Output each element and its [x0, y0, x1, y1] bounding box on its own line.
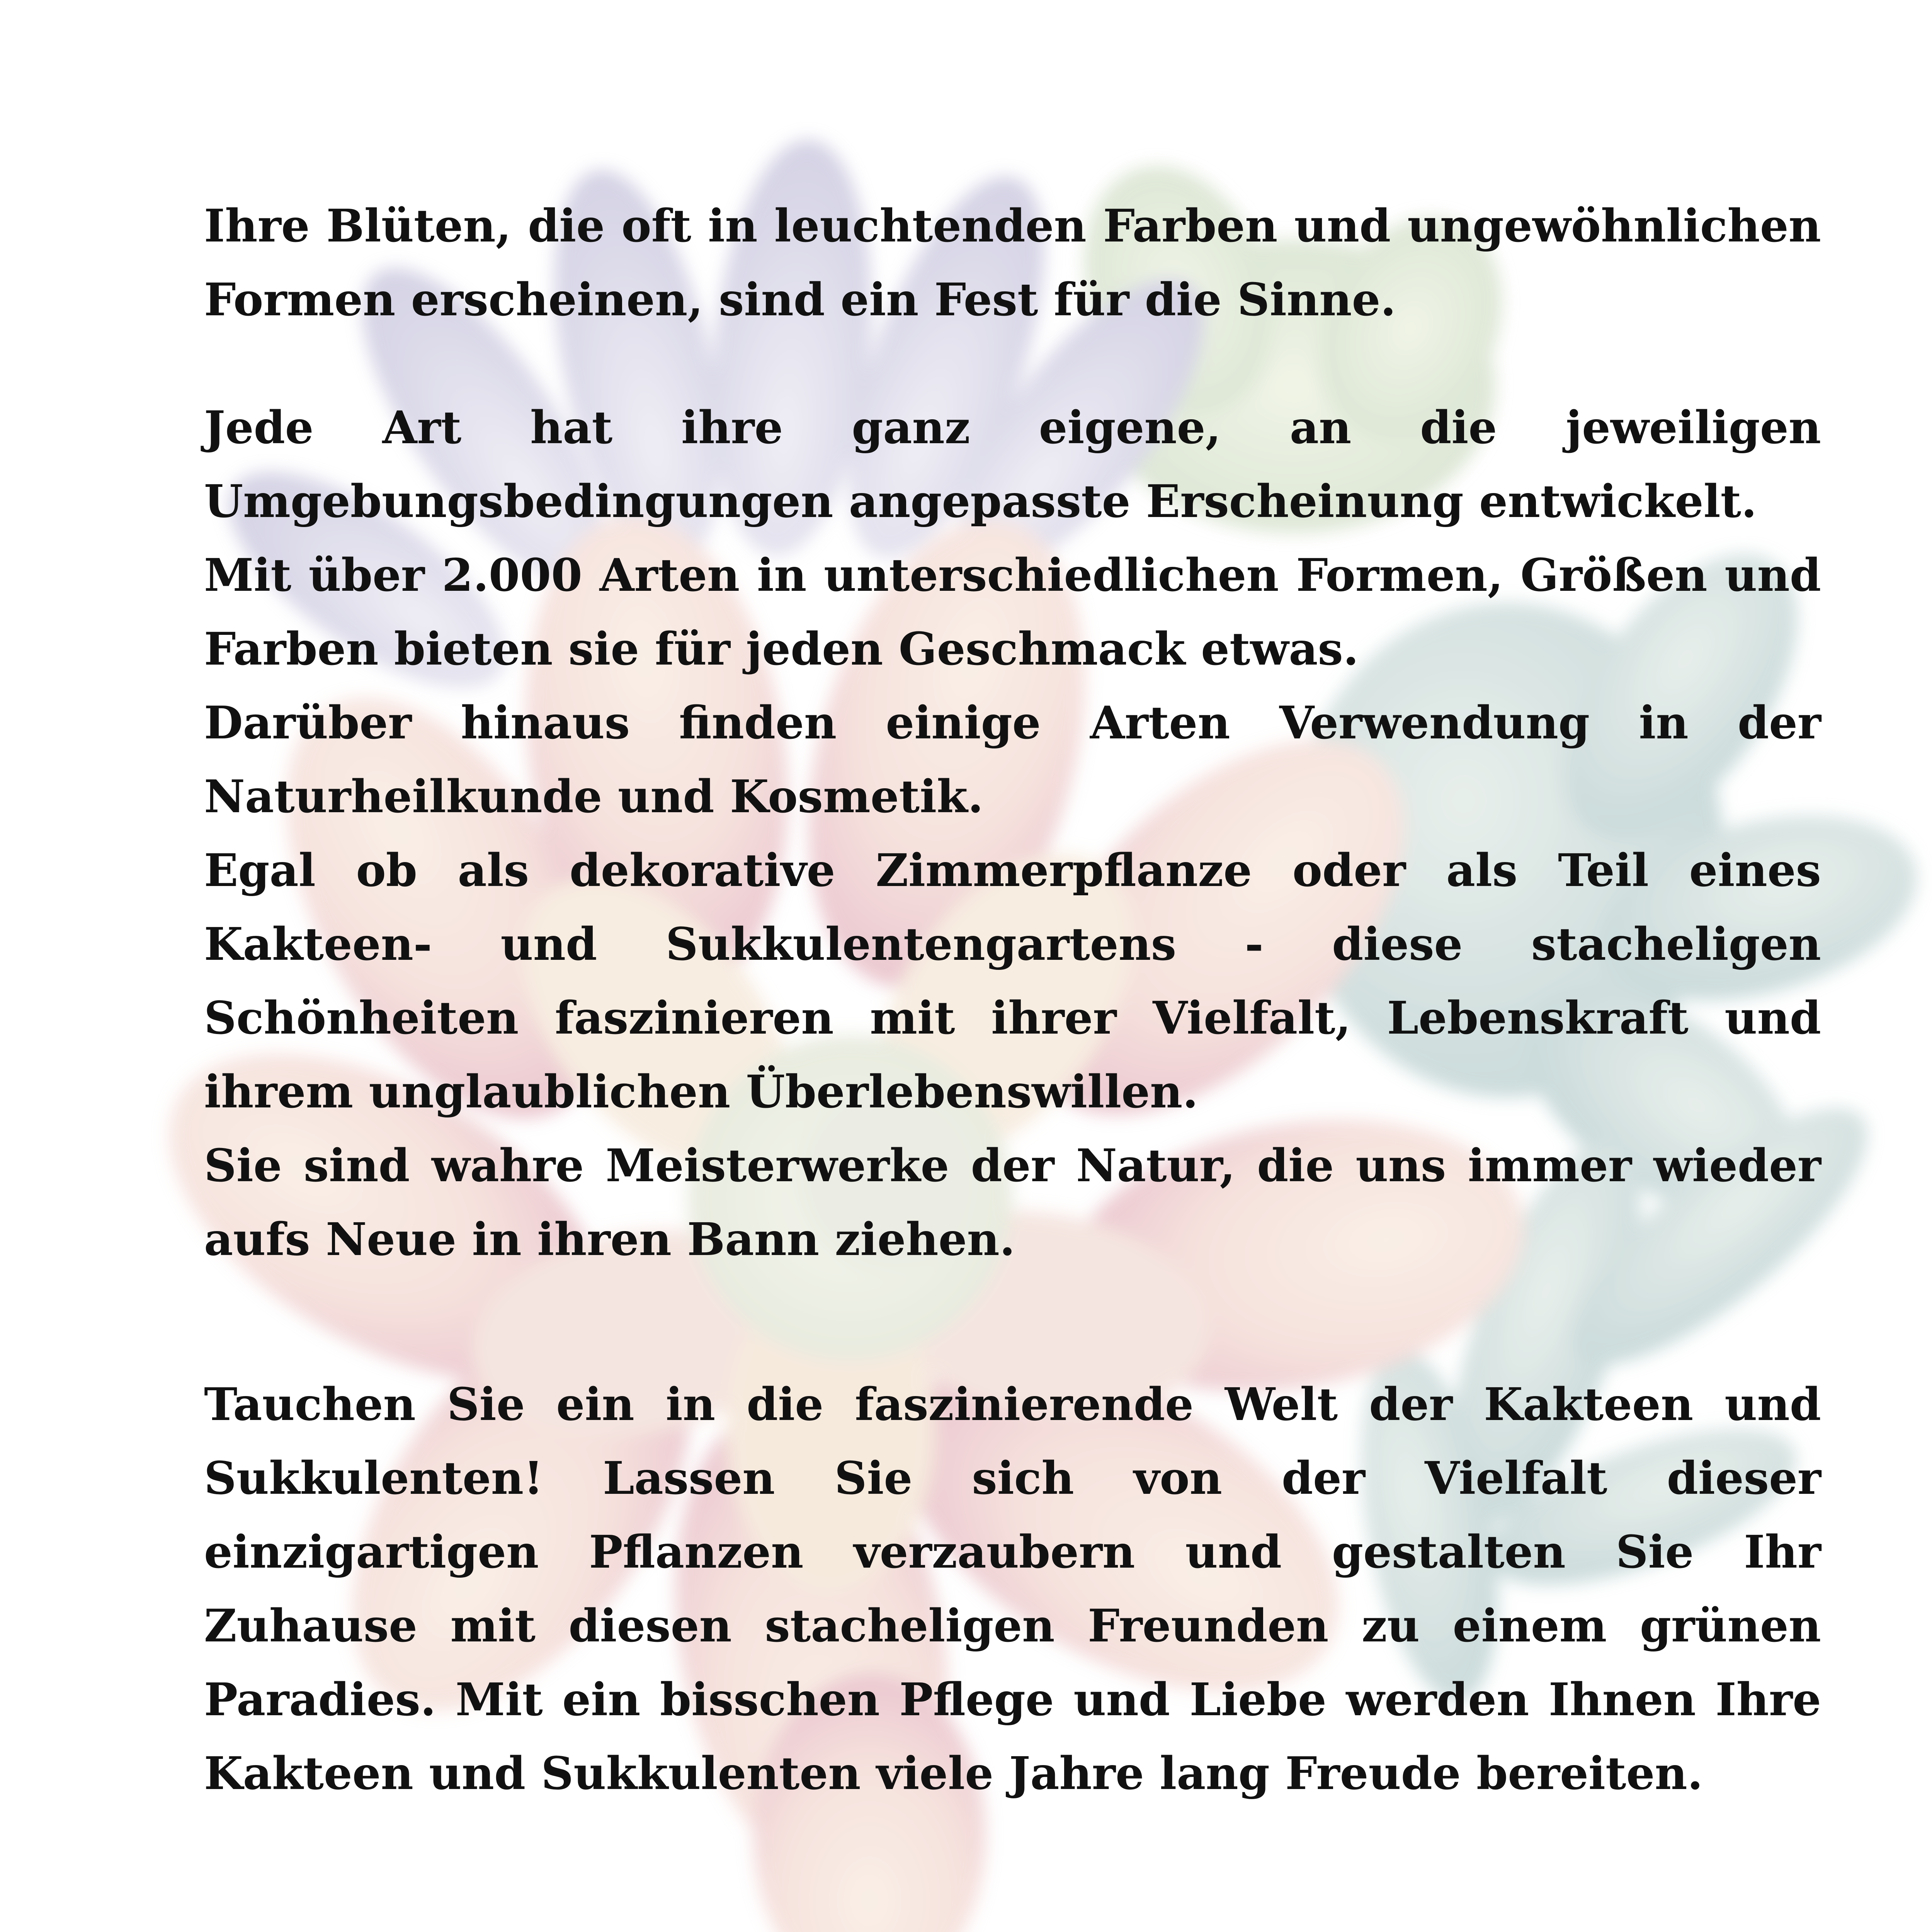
body-text — [204, 189, 1821, 1811]
paragraph: Sie sind wahre Meisterwerke der Natur, die uns immer wieder aufs Neue in ihren Bann ziehen. — [204, 1139, 1821, 1266]
paragraph: Tauchen Sie ein in die faszinierende Welt der Kakteen und Sukkulenten! Lassen Sie sich von der Vielfalt dieser einzigartigen Pflanzen verzaubern und gestalten Sie Ihr Zuhause mit diesen stacheligen Freunden zu einem grünen Paradies. Mit ein bisschen Pflege und Liebe werden Ihnen Ihre Kakteen und Sukkulenten viele Jahre lang Freude bereiten. — [204, 1378, 1821, 1800]
paragraph: Ihre Blüten, die oft in leuchtenden Farben und ungewöhnlichen Formen erscheinen, sind ein Fest für die Sinne. — [204, 200, 1821, 326]
paragraph-spacer — [204, 1277, 1821, 1368]
paragraph-spacer — [204, 337, 1821, 391]
paragraph: Mit über 2.000 Arten in unterschiedlichen Formen, Größen und Farben bieten sie für jeden Geschmack etwas. — [204, 549, 1821, 675]
paragraph: Jede Art hat ihre ganz eigene, an die jeweiligen Umgebungsbedingungen angepasste Erscheinung entwickelt. — [204, 401, 1821, 528]
paragraph: Egal ob als dekorative Zimmerpflanze oder als Teil eines Kakteen- und Sukkulentengartens - diese stacheligen Schönheiten faszinieren mit ihrer Vielfalt, Lebenskraft und ihrem unglaublichen Überlebenswillen. — [204, 844, 1821, 1118]
paragraph: Darüber hinaus finden einige Arten Verwendung in der Naturheilkunde und Kosmetik. — [204, 697, 1821, 823]
